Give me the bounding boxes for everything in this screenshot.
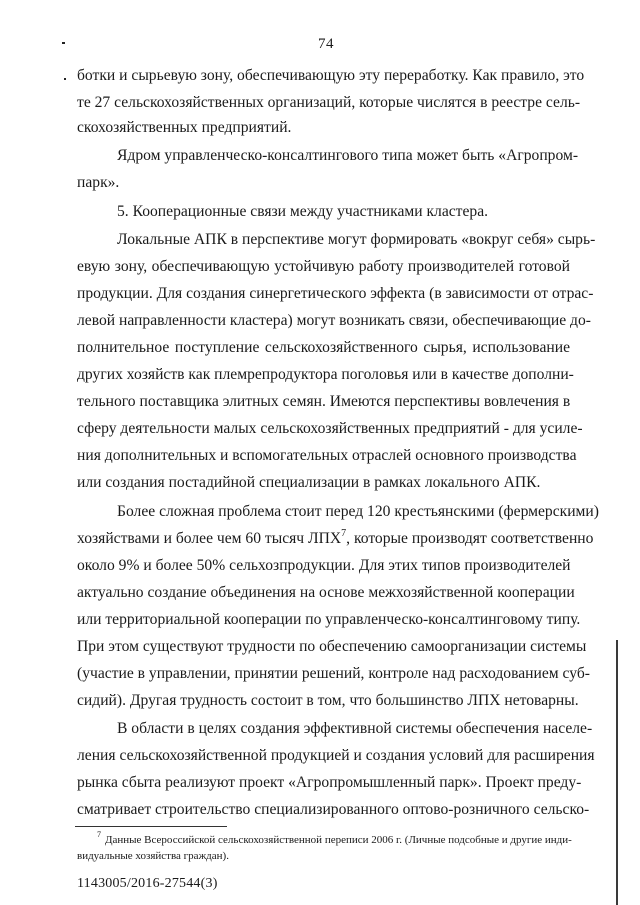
text-line: ления сельскохозяйственной продукцией и создания условий для расширения — [77, 747, 595, 764]
text-line: около 9% и более 50% сельхозпродукции. Для этих типов производителей — [77, 557, 571, 574]
footnote-text: Данные Всероссийской сельскохозяйственной переписи 2006 г. (Личные подсобные и другие инди- — [105, 834, 572, 846]
text-line: сматривает строительство специализированного оптово-розничного сельско- — [77, 801, 590, 818]
document-id: 1143005/2016-27544(3) — [77, 876, 218, 891]
footnote-reference: 7 — [341, 527, 347, 539]
text-line: те 27 сельскохозяйственных организаций, которые числятся в реестре сель- — [77, 94, 581, 111]
text-line: полнительное поступление сельскохозяйственного сырья, использование — [77, 339, 570, 356]
section-heading: 5. Кооперационные связи между участниками кластера. — [117, 203, 489, 220]
text-line: Более сложная проблема стоит перед 120 крестьянскими (фермерскими) — [117, 503, 599, 520]
text-fragment: хозяйствами и более чем 60 тысяч ЛПХ — [77, 530, 342, 547]
text-line: сидий). Другая трудность состоит в том, что большинство ЛПХ нетоварны. — [77, 692, 579, 709]
scan-speck — [62, 42, 65, 44]
text-line — [77, 527, 594, 549]
text-line: или создания постадийной специализации в рамках локального АПК. — [77, 474, 541, 491]
footnote-divider — [75, 826, 227, 827]
text-line: левой направленности кластера) могут возникать связи, обеспечивающие до- — [77, 312, 591, 329]
text-line: Локальные АПК в перспективе могут формировать «вокруг себя» сырь- — [117, 231, 596, 248]
scan-speck — [64, 78, 66, 80]
text-line: рынка сбыта реализуют проект «Агропромышленный парк». Проект преду- — [77, 774, 582, 791]
text-line: евую зону, обеспечивающую устойчивую работу производителей готовой — [77, 258, 570, 275]
footnote-mark: 7 — [97, 830, 101, 839]
text-line: других хозяйств как племрепродуктора поголовья или в качестве дополни- — [77, 366, 574, 383]
text-line: продукции. Для создания синергетического эффекта (в зависимости от отрас- — [77, 285, 594, 302]
text-line: парк». — [77, 174, 120, 191]
text-line: актуально создание объединения на основе межхозяйственной кооперации — [77, 584, 575, 601]
text-line: ния дополнительных и вспомогательных отраслей основного производства — [77, 447, 577, 464]
text-line: или территориальной кооперации по управленческо-консалтинговому типу. — [77, 611, 581, 628]
text-line: ботки и сырьевую зону, обеспечивающую эту переработку. Как правило, это — [77, 67, 585, 84]
text-line: скохозяйственных предприятий. — [77, 119, 292, 136]
text-line: При этом существуют трудности по обеспечению самоорганизации системы — [77, 638, 587, 655]
text-line: сферу деятельности малых сельскохозяйственных предприятий - для усиле- — [77, 420, 583, 437]
text-line: тельного поставщика элитных семян. Имеются перспективы вовлечения в — [77, 393, 571, 410]
footnote-text-cont: видуальные хозяйства граждан). — [77, 850, 229, 862]
text-fragment: , которые производят соответственно — [346, 530, 594, 547]
text-line: (участие в управлении, принятии решений, контроле над расходованием суб- — [77, 665, 590, 682]
text-line: Ядром управленческо-консалтингового типа может быть «Агропром- — [117, 147, 579, 164]
scan-edge-line — [616, 640, 618, 905]
text-line: В области в целях создания эффективной системы обеспечения населе- — [117, 720, 593, 737]
page-number: 74 — [318, 36, 334, 52]
